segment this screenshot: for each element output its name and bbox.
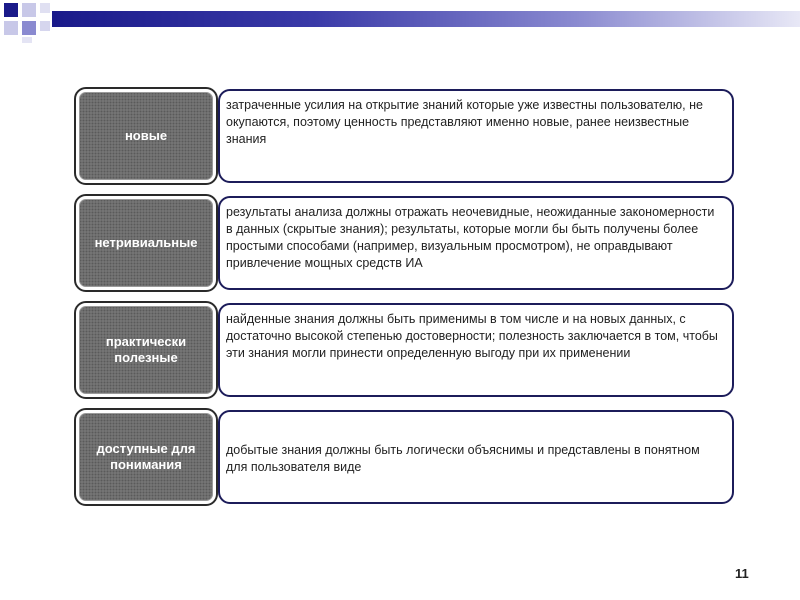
property-label: практически полезные (76, 303, 216, 397)
property-description: результаты анализа должны отражать неочевидные, неожиданные закономерности в данных (скрытые знания); результаты, которые могли бы быть получены более простыми способами (например, визуальным просмотром), не оправдывают привлечение мощных средств ИА (218, 196, 734, 290)
property-row (76, 89, 734, 183)
property-row (76, 410, 734, 504)
property-label: нетривиальные (76, 196, 216, 290)
property-description: добытые знания должны быть логически объяснимы и представлены в понятном для пользователя виде (218, 410, 734, 504)
property-row (76, 303, 734, 397)
property-description: найденные знания должны быть применимы в том числе и на новых данных, с достаточно высокой степенью достоверности; полезность заключается в том, чтобы эти знания могли принести определенную выгоду при их применении (218, 303, 734, 397)
property-label: доступные для понимания (76, 410, 216, 504)
page-number: 11 (735, 566, 749, 581)
property-row (76, 196, 734, 290)
property-description: затраченные усилия на открытие знаний которые уже известны пользователю, не окупаются, поэтому ценность представляют именно новые, ранее неизвестные знания (218, 89, 734, 183)
property-label: новые (76, 89, 216, 183)
